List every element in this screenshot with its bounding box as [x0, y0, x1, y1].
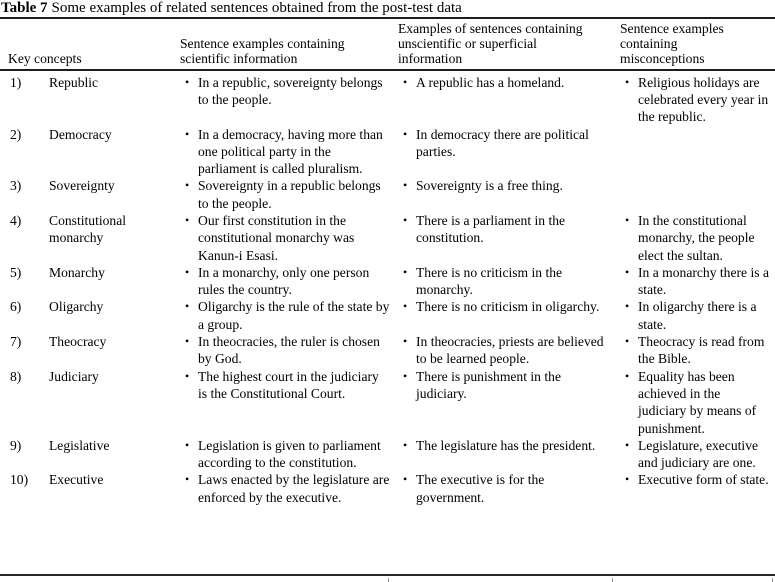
key-concept-label: Sovereignty: [49, 178, 115, 194]
bullet-icon: •: [625, 264, 630, 279]
sentence-text: There is no criticism in oligarchy.: [416, 299, 600, 315]
sentence-item: [620, 368, 769, 437]
sentence-text: In theocracies, priests are believed to be learned people.: [416, 334, 604, 367]
cell-scientific: [180, 368, 398, 403]
sentence-text: Legislation is given to parliament according to the constitution.: [198, 437, 381, 471]
sentence-item: [620, 212, 769, 264]
cell-scientific: [180, 74, 398, 109]
sentence-item: [180, 126, 390, 178]
sentence-item: [620, 298, 769, 333]
cell-misconceptions: [620, 471, 775, 488]
cell-unscientific: [398, 368, 620, 403]
header-unscientific-information: Examples of sentences containing unscientific or superficial information: [398, 21, 583, 67]
cell-scientific: [180, 333, 398, 368]
sentence-text: In a republic, sovereignty belongs to the people.: [198, 74, 383, 107]
row-number: 3): [10, 178, 22, 194]
sentence-item: [180, 333, 390, 368]
cell-unscientific: [398, 437, 620, 454]
table-title: [0, 0, 775, 19]
key-concept-label: Oligarchy: [49, 299, 104, 315]
sentence-item: [398, 471, 612, 506]
cell-unscientific: [398, 74, 620, 91]
key-concept-label: Monarchy: [49, 264, 105, 280]
bullet-icon: •: [403, 212, 408, 227]
sentence-item: [620, 437, 769, 472]
sentence-text: Sovereignty in a republic belongs to the people.: [198, 178, 381, 211]
cell-misconceptions: [620, 333, 775, 368]
table-row: [0, 437, 775, 472]
sentence-text: Oligarchy is the rule of the state by a group.: [198, 299, 390, 332]
bullet-icon: •: [403, 368, 408, 383]
sentence-text: Laws enacted by the legislature are enforced by the executive.: [198, 472, 390, 505]
sentence-item: [620, 74, 769, 126]
row-number: 10): [10, 472, 29, 488]
sentence-item: [398, 264, 612, 299]
bullet-icon: •: [403, 264, 408, 279]
row-number: 1): [10, 74, 22, 90]
bullet-icon: •: [625, 74, 630, 89]
cell-unscientific: [398, 264, 620, 299]
cell-misconceptions: [620, 212, 775, 264]
bullet-icon: •: [185, 472, 190, 487]
sentence-text: Sovereignty is a free thing.: [416, 178, 563, 194]
cell-scientific: [180, 437, 398, 472]
sentence-item: [180, 368, 390, 403]
cell-misconceptions: [620, 368, 775, 437]
bullet-icon: •: [625, 472, 630, 487]
bullet-icon: •: [625, 299, 630, 314]
key-concept-label: Republic: [49, 74, 99, 90]
header-misconceptions: Sentence examples containing misconceptions: [620, 21, 724, 67]
bullet-icon: •: [185, 126, 190, 141]
cell-misconceptions: [620, 264, 775, 299]
sentence-item: [398, 368, 612, 403]
row-number: 6): [10, 299, 22, 315]
sentence-text: In a monarchy, only one person rules the country.: [198, 264, 370, 298]
sentence-item: [180, 212, 390, 264]
table-row: [0, 126, 775, 178]
column-border-tick: [388, 578, 389, 582]
sentence-item: [398, 177, 612, 194]
sentence-item: [398, 74, 612, 91]
cell-unscientific: [398, 126, 620, 161]
key-concept-label: Constitutional monarchy: [49, 212, 127, 246]
header-scientific-information: Sentence examples containing scientific information: [180, 36, 345, 67]
cell-scientific: [180, 177, 398, 212]
bullet-icon: •: [403, 126, 408, 141]
sentence-text: There is no criticism in the monarchy.: [416, 264, 563, 298]
cell-unscientific: [398, 212, 620, 247]
bullet-icon: •: [403, 437, 408, 452]
sentence-item: [180, 74, 390, 109]
bullet-icon: •: [625, 437, 630, 452]
sentence-text: There is punishment in the judiciary.: [416, 368, 561, 401]
cell-scientific: [180, 212, 398, 264]
table-bottom-rule: [0, 574, 775, 576]
sentence-text: Executive form of state.: [638, 472, 769, 488]
bullet-icon: •: [403, 472, 408, 487]
sentence-text: In theocracies, the ruler is chosen by God.: [198, 334, 380, 367]
cell-unscientific: [398, 333, 620, 368]
sentence-text: There is a parliament in the constitution.: [416, 212, 566, 246]
table-row: [0, 298, 775, 333]
bullet-icon: •: [185, 299, 190, 314]
row-number: 5): [10, 264, 22, 280]
sentence-text: In a democracy, having more than one political party in the parliament is called pluralism.: [198, 126, 383, 177]
bullet-icon: •: [403, 334, 408, 349]
key-concept-label: Democracy: [49, 126, 112, 142]
table-row: [0, 74, 775, 126]
table-row: [0, 368, 775, 437]
sentence-item: [398, 298, 612, 315]
table-row: [0, 212, 775, 264]
bullet-icon: •: [625, 334, 630, 349]
row-number: 9): [10, 437, 22, 453]
sentence-text: The legislature has the president.: [416, 437, 596, 453]
bullet-icon: •: [185, 437, 190, 452]
column-border-tick: [612, 578, 613, 582]
bullet-icon: •: [185, 334, 190, 349]
bullet-icon: •: [185, 368, 190, 383]
cell-misconceptions: [620, 74, 775, 126]
cell-misconceptions: [620, 298, 775, 333]
sentence-item: [398, 333, 612, 368]
sentence-text: In democracy there are political parties.: [416, 126, 589, 159]
bullet-icon: •: [185, 74, 190, 89]
cell-unscientific: [398, 298, 620, 315]
cell-scientific: [180, 298, 398, 333]
table-title-text: Some examples of related sentences obtained from the post-test data: [51, 0, 462, 16]
bullet-icon: •: [185, 212, 190, 227]
sentence-item: [180, 177, 390, 212]
sentence-item: [180, 437, 390, 472]
key-concept-label: Theocracy: [49, 334, 107, 350]
sentence-text: Theocracy is read from the Bible.: [638, 334, 765, 367]
sentence-item: [398, 212, 612, 247]
bullet-icon: •: [625, 368, 630, 383]
sentence-item: [620, 333, 769, 368]
sentence-item: [180, 264, 390, 299]
cell-scientific: [180, 126, 398, 178]
cell-unscientific: [398, 471, 620, 506]
sentence-item: [398, 126, 612, 161]
sentence-text: In the constitutional monarchy, the people elect the sultan.: [638, 212, 755, 263]
bullet-icon: •: [625, 212, 630, 227]
key-concept-label: Executive: [49, 472, 104, 488]
cell-scientific: [180, 264, 398, 299]
key-concept-label: Legislative: [49, 437, 110, 453]
sentence-text: Legislature, executive and judiciary are one.: [638, 437, 759, 471]
sentence-text: The executive is for the government.: [416, 472, 545, 505]
cell-misconceptions: [620, 437, 775, 472]
sentence-text: In a monarchy there is a state.: [638, 264, 769, 298]
cell-unscientific: [398, 177, 620, 194]
sentence-item: [180, 471, 390, 506]
cell-scientific: [180, 471, 398, 506]
table-body: [0, 71, 775, 506]
sentence-text: A republic has a homeland.: [416, 74, 565, 90]
sentence-text: Equality has been achieved in the judiciary by means of punishment.: [638, 368, 757, 436]
table-row: [0, 264, 775, 299]
bullet-icon: •: [185, 178, 190, 193]
bullet-icon: •: [185, 264, 190, 279]
key-concept-label: Judiciary: [49, 368, 99, 384]
bullet-icon: •: [403, 74, 408, 89]
table-header-row: [0, 19, 775, 71]
sentence-item: [398, 437, 612, 454]
sentence-text: Our first constitution in the constitutional monarchy was Kanun-i Esasi.: [198, 212, 355, 263]
row-number: 7): [10, 334, 22, 350]
sentence-item: [620, 471, 769, 488]
table-title-label: Table 7: [1, 0, 48, 16]
bullet-icon: •: [403, 178, 408, 193]
sentence-item: [180, 298, 390, 333]
row-number: 4): [10, 212, 22, 228]
row-number: 8): [10, 368, 22, 384]
table-row: [0, 333, 775, 368]
row-number: 2): [10, 126, 22, 142]
sentence-text: The highest court in the judiciary is the Constitutional Court.: [198, 368, 379, 401]
sentence-text: In oligarchy there is a state.: [638, 299, 757, 332]
sentence-text: Religious holidays are celebrated every year in the republic.: [638, 74, 769, 125]
bullet-icon: •: [403, 299, 408, 314]
header-key-concepts: Key concepts: [8, 51, 82, 67]
table-row: [0, 471, 775, 506]
table-row: [0, 177, 775, 212]
column-border-tick: [772, 578, 773, 582]
sentence-item: [620, 264, 769, 299]
